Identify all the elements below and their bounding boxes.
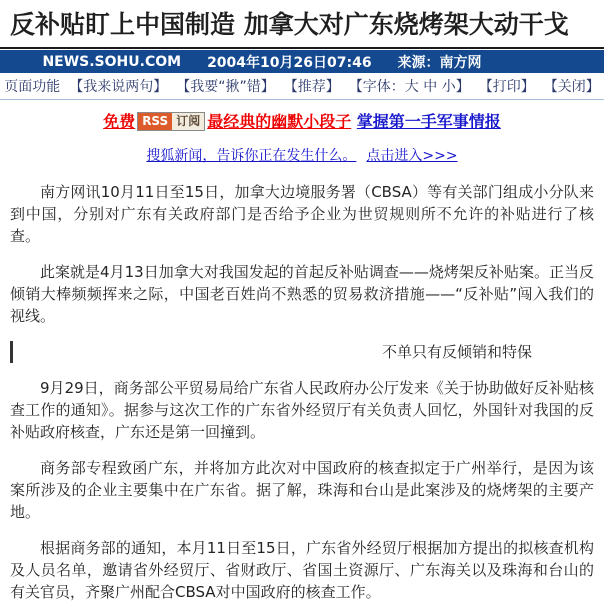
military-intel-link[interactable]: 掌握第一手军事情报 <box>356 112 501 131</box>
toolbar-label: 页面功能 <box>4 79 61 95</box>
article-paragraph-4: 商务部专程致函广东，并将加方此次对中国政府的核查拟定于广州举行，是因为该案所涉及的企业主要集中在广东省。据了解，珠海和台山是此案涉及的烧烤架的主要产地。 <box>10 459 594 521</box>
free-subscribe-link[interactable]: 免费 <box>103 112 136 131</box>
title-divider <box>0 47 604 49</box>
article-paragraph-1: 南方网讯10月11日至15日，加拿大边境服务署（CBSA）等有关部门组成小分队来到中国，分别对广东有关政府部门是否给予企业为世贸规则所不允许的补贴进行了核查。 <box>10 183 594 245</box>
page-title: 反补贴盯上中国制造 加拿大对广东烧烤架大动干戈 <box>10 10 569 39</box>
subheading-row <box>0 341 604 363</box>
toolbar-divider <box>0 99 604 100</box>
toolbar-font-size-link[interactable]: 【字体：大 中 小】 <box>348 79 470 95</box>
toolbar-close-link[interactable]: 【关闭】 <box>543 79 600 95</box>
article-paragraph-5: 根据商务部的通知，本月11日至15日，广东省外经贸厅根据加方提出的拟核查机构及人员名单，邀请省外经贸厅、省财政厅、省国土资源厅、广东海关以及珠海和台山的有关官员，齐聚广州配合CBSA对中国政府的核查工作。 <box>10 539 594 601</box>
page-toolbar <box>0 73 604 99</box>
article-paragraph-3: 9月29日，商务部公平贸易局给广东省人民政府办公厅发来《关于协助做好反补贴核查工作的通知》。据参与这次工作的广东省外经贸厅有关负责人回忆，外国针对我国的反补贴政府核查，广东还是第一回撞到。 <box>10 379 594 441</box>
publish-datetime: 2004年10月26日07:46 <box>207 54 372 71</box>
rss-subscribe-label: 订阅 <box>172 113 204 130</box>
promo-line-sohu-news <box>0 145 604 165</box>
humor-digest-link[interactable]: 最经典的幽默小段子 <box>207 112 352 131</box>
article-paragraph-2: 此案就是4月13日加拿大对我国发起的首起反补贴调查——烧烤架反补贴案。正当反倾销大棒频频挥来之际，中国老百姓尚不熟悉的贸易救济措施——“反补贴”闯入我们的视线。 <box>10 263 594 325</box>
toolbar-report-error-link[interactable]: 【我要“揪”错】 <box>176 79 275 95</box>
promo-line-rss <box>0 109 604 132</box>
masthead-bar <box>0 50 604 73</box>
section-subheading: 不单只有反倾销和特保 <box>382 343 533 361</box>
text-cursor <box>10 341 13 363</box>
source-label: 来源：南方网 <box>397 54 482 71</box>
toolbar-print-link[interactable]: 【打印】 <box>478 79 535 95</box>
sohu-news-link[interactable]: 搜狐新闻，告诉你正在发生什么。 <box>146 148 357 164</box>
toolbar-comment-link[interactable]: 【我来说两句】 <box>69 79 168 95</box>
rss-subscribe-badge[interactable] <box>137 112 205 131</box>
rss-badge-label: RSS <box>138 113 172 130</box>
article-body <box>0 181 604 603</box>
masthead-content <box>42 52 481 72</box>
site-name-link[interactable]: NEWS.SOHU.COM <box>42 53 182 70</box>
enter-now-link[interactable]: 点击进入>>> <box>366 148 458 164</box>
toolbar-recommend-link[interactable]: 【推荐】 <box>283 79 340 95</box>
